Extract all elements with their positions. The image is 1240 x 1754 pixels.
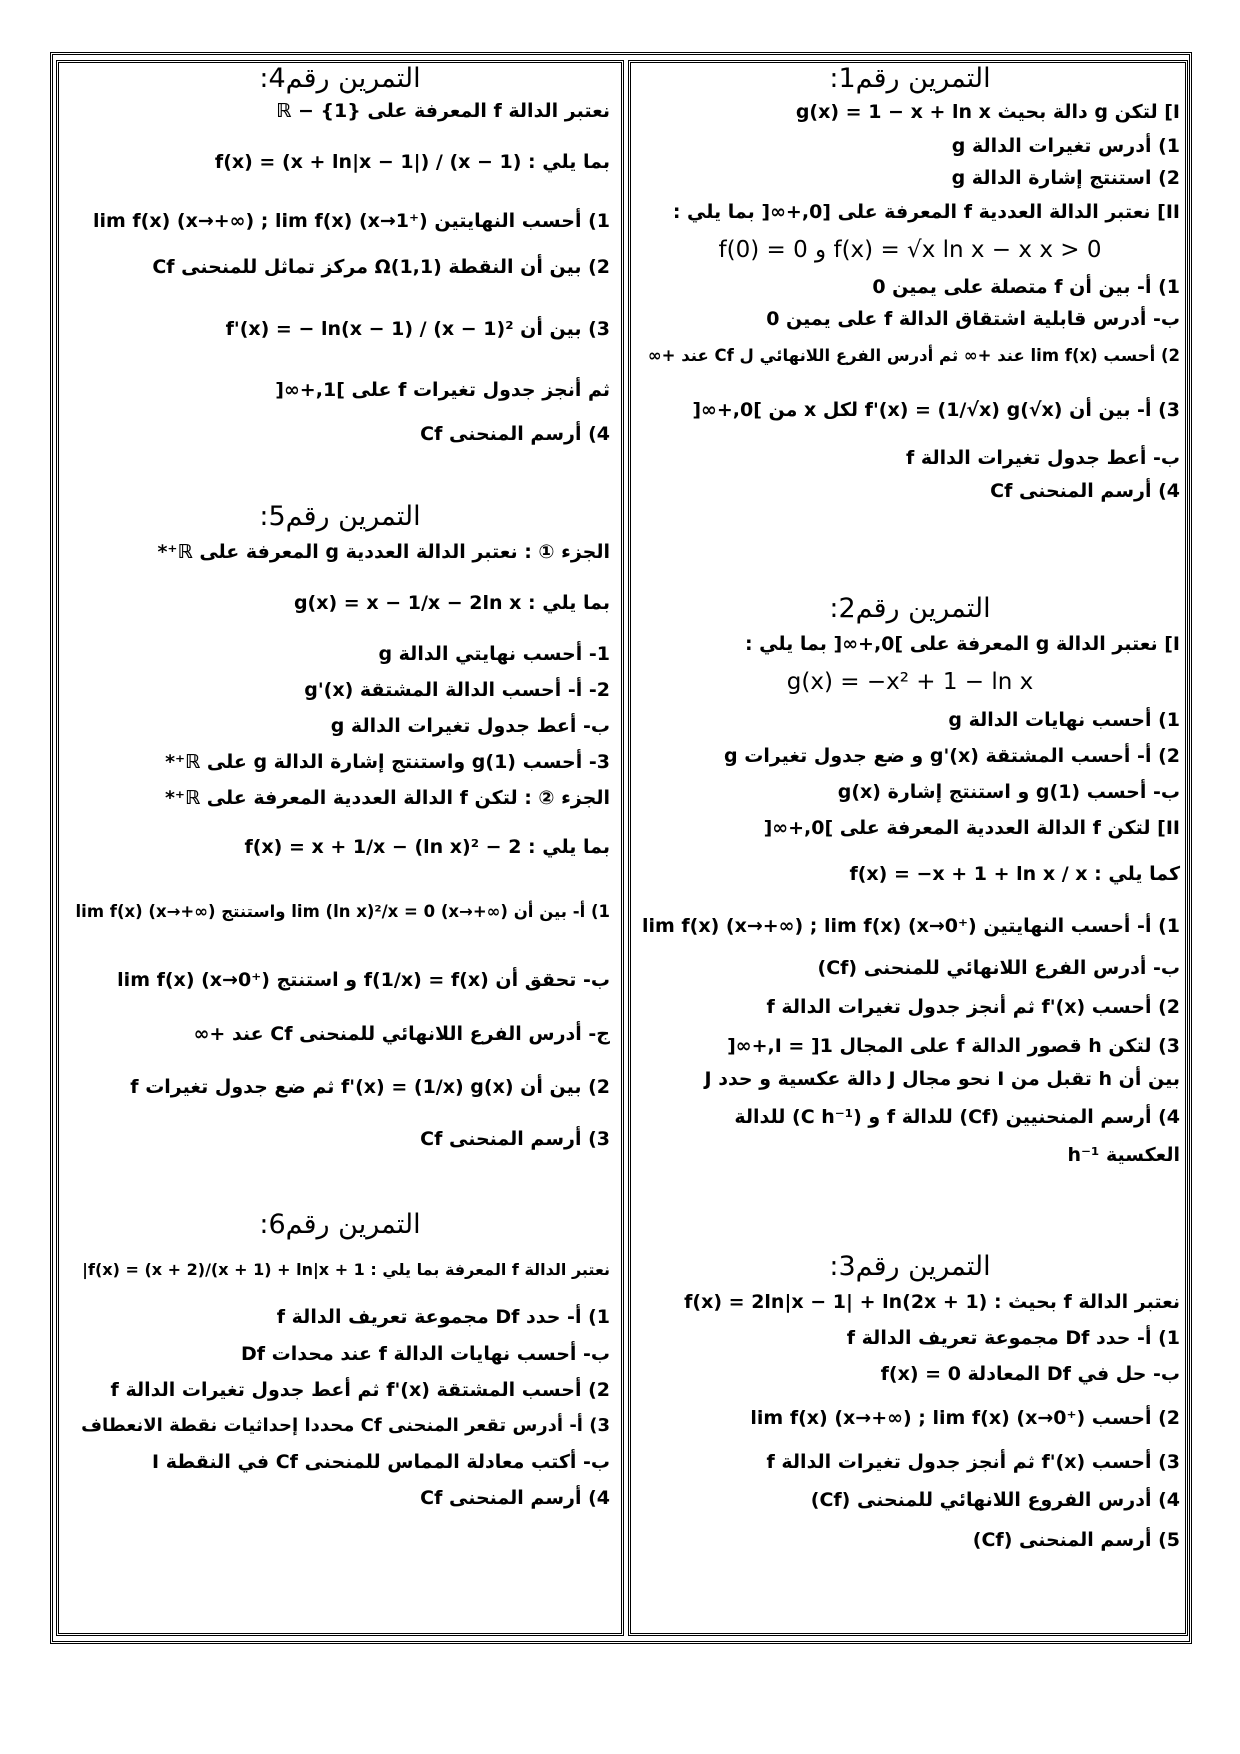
ex1-equation: f(x) = √x ln x − x x > 0 و f(0) = 0 [718, 237, 1102, 263]
exercise-1-title: التمرين رقم1: [829, 63, 991, 94]
ex6-line: 4) أرسم المنحنى Cf [420, 1487, 610, 1509]
exercise-3 [640, 1250, 1180, 1560]
exercise-5 [70, 500, 610, 1158]
ex3-line: 4) أدرس الفروع اللانهائي للمنحنى (Cf) [810, 1489, 1180, 1511]
ex5-line: 3) أرسم المنحنى Cf [420, 1128, 610, 1150]
ex5-line: ب- أعط جدول تغيرات الدالة g [330, 715, 610, 737]
ex1-line: ب- أدرس قابلية اشتقاق الدالة f على يمين 0 [766, 308, 1180, 330]
ex3-line: 1) أ- حدد Df مجموعة تعريف الدالة f [846, 1327, 1180, 1349]
ex2-line: II] لتكن f الدالة العددية المعرفة على ]0,+∞[ [763, 817, 1180, 839]
ex6-line: 1) أ- حدد Df مجموعة تعريف الدالة f [276, 1306, 610, 1328]
exercise-4-title: التمرين رقم4: [259, 63, 421, 94]
ex4-line: ثم أنجز جدول تغيرات f على ]1,+∞[ [275, 379, 610, 401]
ex1-line: 1) أدرس تغيرات الدالة g [951, 135, 1180, 157]
ex5-line: 3- أحسب g(1) واستنتج إشارة الدالة g على ℝ⁺* [165, 751, 610, 773]
ex6-line: ب- أكتب معادلة المماس للمنحنى Cf في النقطة I [152, 1451, 610, 1473]
exercise-1 [640, 62, 1180, 508]
ex1-line: 1) أ- بين أن f متصلة على يمين 0 [872, 276, 1180, 298]
exercise-2-title: التمرين رقم2: [829, 593, 991, 624]
ex5-line: ب- تحقق أن f(1/x) = f(x) و استنتج lim f(x) (x→0⁺) [117, 969, 610, 991]
ex2-line: بين أن h تقبل من I نحو مجال J دالة عكسية و حدد J [704, 1068, 1180, 1090]
ex2-line: 1) أحسب نهايات الدالة g [948, 709, 1180, 731]
ex5-line: بما يلي : f(x) = x + 1/x − (ln x)² − 2 [244, 836, 610, 858]
ex2-line: 2) أحسب f'(x) ثم أنجز جدول تغيرات الدالة f [766, 996, 1180, 1018]
ex1-line: ب- أعط جدول تغيرات الدالة f [906, 447, 1180, 469]
ex4-line: 1) أحسب النهايتين lim f(x) (x→+∞) ; lim f(x) (x→1⁺) [92, 210, 610, 232]
ex2-line: I] نعتبر الدالة g المعرفة على ]0,+∞[ بما يلي : [744, 633, 1180, 655]
exercise-4 [70, 62, 610, 456]
ex1-line: 2) أحسب lim f(x) عند +∞ ثم أدرس الفرع اللانهائي ل Cf عند +∞ [647, 346, 1180, 365]
ex6-line: 3) أ- أدرس تقعر المنحنى Cf محددا إحداثيات نقطة الانعطاف [81, 1415, 610, 1436]
ex2-line: العكسية h⁻¹ [1067, 1144, 1180, 1166]
ex3-line: 5) أرسم المنحنى (Cf) [972, 1529, 1180, 1551]
ex6-line: 2) أحسب المشتقة f'(x) ثم أعط جدول تغيرات الدالة f [110, 1379, 610, 1401]
ex1-line: II] نعتبر الدالة العددية f المعرفة على [0,+∞[ بما يلي : [672, 201, 1180, 223]
ex5-line: 2) بين أن f'(x) = (1/x) g(x) ثم ضع جدول تغيرات f [130, 1076, 610, 1098]
ex3-line: 2) أحسب lim f(x) (x→+∞) ; lim f(x) (x→0⁺) [750, 1407, 1180, 1429]
ex5-line: بما يلي : g(x) = x − 1/x − 2ln x [293, 592, 610, 614]
exercise-6-title: التمرين رقم6: [259, 1209, 421, 1240]
ex1-line: I] لتكن g دالة بحيث g(x) = 1 − x + ln x [795, 101, 1180, 123]
ex2-equation: g(x) = −x² + 1 − ln x [786, 669, 1034, 695]
ex5-line: الجزء ② : لتكن f الدالة العددية المعرفة على ℝ⁺* [164, 787, 610, 809]
ex4-line: نعتبر الدالة f المعرفة على ℝ − {1} [276, 100, 610, 122]
exercise-6 [70, 1208, 610, 1516]
ex2-line: كما يلي : f(x) = −x + 1 + ln x / x [849, 863, 1180, 885]
ex2-line: 3) لتكن h قصور الدالة f على المجال I = ]1,+∞[ [727, 1035, 1180, 1057]
exercise-5-title: التمرين رقم5: [259, 501, 421, 532]
ex2-line: 4) أرسم المنحنيين (Cf) للدالة f و (C h⁻¹) للدالة [734, 1106, 1180, 1128]
ex3-line: نعتبر الدالة f بحيث : f(x) = 2ln|x − 1| + ln(2x + 1) [684, 1291, 1180, 1313]
ex2-line: ب- أحسب g(1) و استنتج إشارة g(x) [837, 781, 1180, 803]
ex6-line: نعتبر الدالة f المعرفة بما يلي : f(x) = (x + 2)/(x + 1) + ln|x + 1| [82, 1260, 610, 1279]
ex3-line: 3) أحسب f'(x) ثم أنجز جدول تغيرات الدالة f [766, 1451, 1180, 1473]
exercise-2 [640, 592, 1180, 1170]
ex3-line: ب- حل في Df المعادلة f(x) = 0 [880, 1363, 1180, 1385]
ex2-line: 1) أ- أحسب النهايتين lim f(x) (x→+∞) ; lim f(x) (x→0⁺) [641, 915, 1180, 937]
ex5-line: 1) أ- بين أن lim (ln x)²/x = 0 (x→+∞) واستنتج lim f(x) (x→+∞) [75, 902, 610, 921]
ex1-line: 4) أرسم المنحنى Cf [990, 480, 1180, 502]
ex6-line: ب- أحسب نهايات الدالة f عند محدات Df [241, 1343, 610, 1365]
ex2-line: ب- أدرس الفرع اللانهائي للمنحنى (Cf) [817, 957, 1180, 979]
ex2-line: 2) أ- أحسب المشتقة g'(x) و ضع جدول تغيرات g [724, 745, 1180, 767]
ex1-line: 3) أ- بين أن f'(x) = (1/√x) g(√x) لكل x من ]0,+∞[ [692, 399, 1180, 421]
exercise-3-title: التمرين رقم3: [829, 1251, 991, 1282]
ex4-line: 3) بين أن f'(x) = − ln(x − 1) / (x − 1)² [225, 318, 610, 340]
ex5-line: ج- أدرس الفرع اللانهائي للمنحنى Cf عند +∞ [193, 1023, 610, 1045]
ex5-line: 2- أ- أحسب الدالة المشتقة g'(x) [304, 679, 610, 701]
ex4-line: 4) أرسم المنحنى Cf [420, 423, 610, 445]
ex4-line: 2) بين أن النقطة Ω(1,1) مركز تماثل للمنحنى Cf [152, 256, 610, 278]
ex1-line: 2) استنتج إشارة الدالة g [951, 167, 1180, 189]
ex5-line: 1- أحسب نهايتي الدالة g [378, 643, 610, 665]
ex4-line: بما يلي : f(x) = (x + ln|x − 1|) / (x − 1) [214, 151, 610, 173]
ex5-line: الجزء ① : نعتبر الدالة العددية g المعرفة على ℝ⁺* [157, 541, 610, 563]
